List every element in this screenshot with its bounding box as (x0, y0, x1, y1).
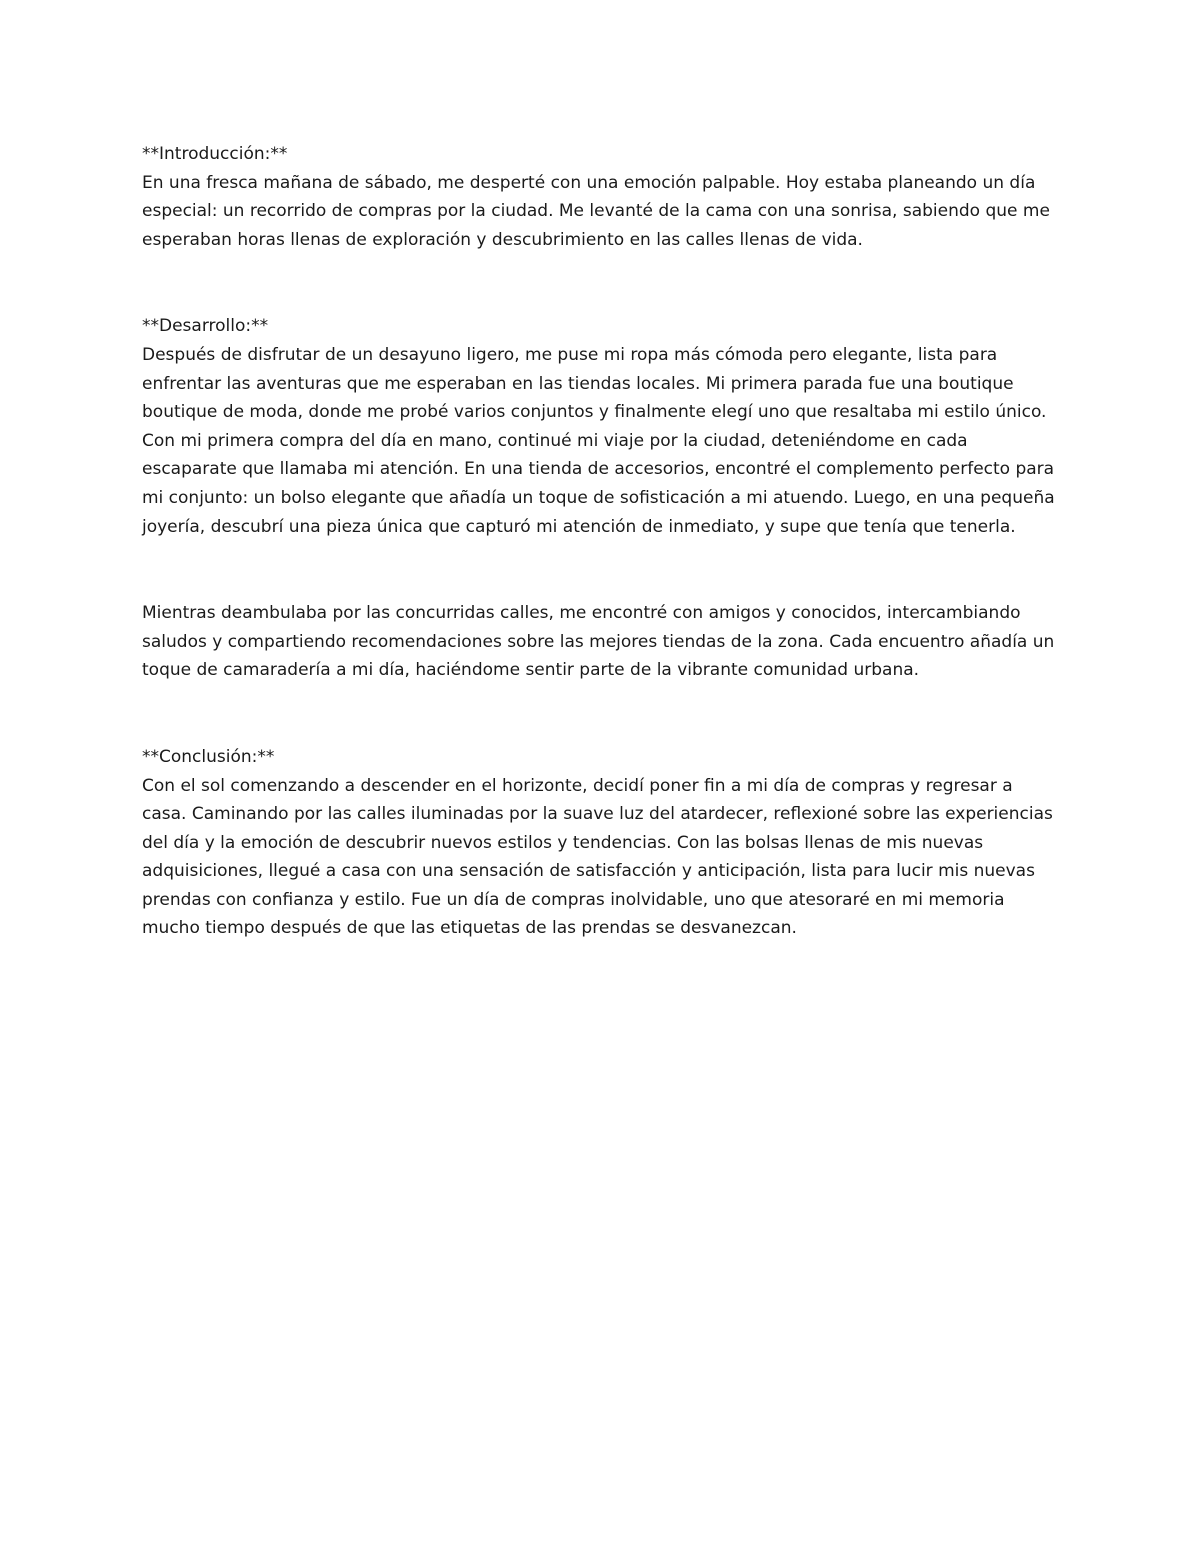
development-paragraph-2: Mientras deambulaba por las concurridas calles, me encontré con amigos y conocidos, intercambiando saludos y compartiendo recomendaciones sobre las mejores tiendas de la zona. Cada encuentro añadía un toque de camaradería a mi día, haciéndome sentir parte de la vibrante comunidad urbana. (142, 603, 1055, 681)
section-spacer (142, 541, 1062, 599)
section-spacer (142, 685, 1062, 743)
intro-paragraph: En una fresca mañana de sábado, me desperté con una emoción palpable. Hoy estaba planeando un día especial: un recorrido de compras por la ciudad. Me levanté de la cama con una sonrisa, sabiendo que me esperaban horas llenas de exploración y descubrimiento en las calles llenas de vida. (142, 172, 1050, 250)
development-heading: **Desarrollo:** (142, 316, 269, 337)
intro-heading: **Introducción:** (142, 144, 288, 164)
document-body (142, 140, 1062, 943)
conclusion-paragraph: Con el sol comenzando a descender en el horizonte, decidí poner fin a mi día de compras y regresar a casa. Caminando por las calles iluminadas por la suave luz del atardecer, reflexioné sobre las experiencias del día y la emoción de descubrir nuevos estilos y tendencias. Con las bolsas llenas de mis nuevas adquisiciones, llegué a casa con una sensación de satisfacción y anticipación, lista para lucir mis nuevas prendas con confianza y estilo. Fue un día de compras inolvidable, uno que atesoraré en mi memoria mucho tiempo después de que las etiquetas de las prendas se desvanezcan. (142, 775, 1053, 939)
development-paragraph-1: Después de disfrutar de un desayuno ligero, me puse mi ropa más cómoda pero elegante, lista para enfrentar las aventuras que me esperaban en las tiendas locales. Mi primera parada fue una boutique boutique de moda, donde me probé varios conjuntos y finalmente elegí uno que resaltaba mi estilo único. Con mi primera compra del día en mano, continué mi viaje por la ciudad, deteniéndome en cada escaparate que llamaba mi atención. En una tienda de accesorios, encontré el complemento perfecto para mi conjunto: un bolso elegante que añadía un toque de sofisticación a mi atuendo. Luego, en una pequeña joyería, descubrí una pieza única que capturó mi atención de inmediato, y supe que tenía que tenerla. (142, 344, 1055, 537)
section-spacer (142, 254, 1062, 312)
conclusion-heading: **Conclusión:** (142, 746, 275, 767)
